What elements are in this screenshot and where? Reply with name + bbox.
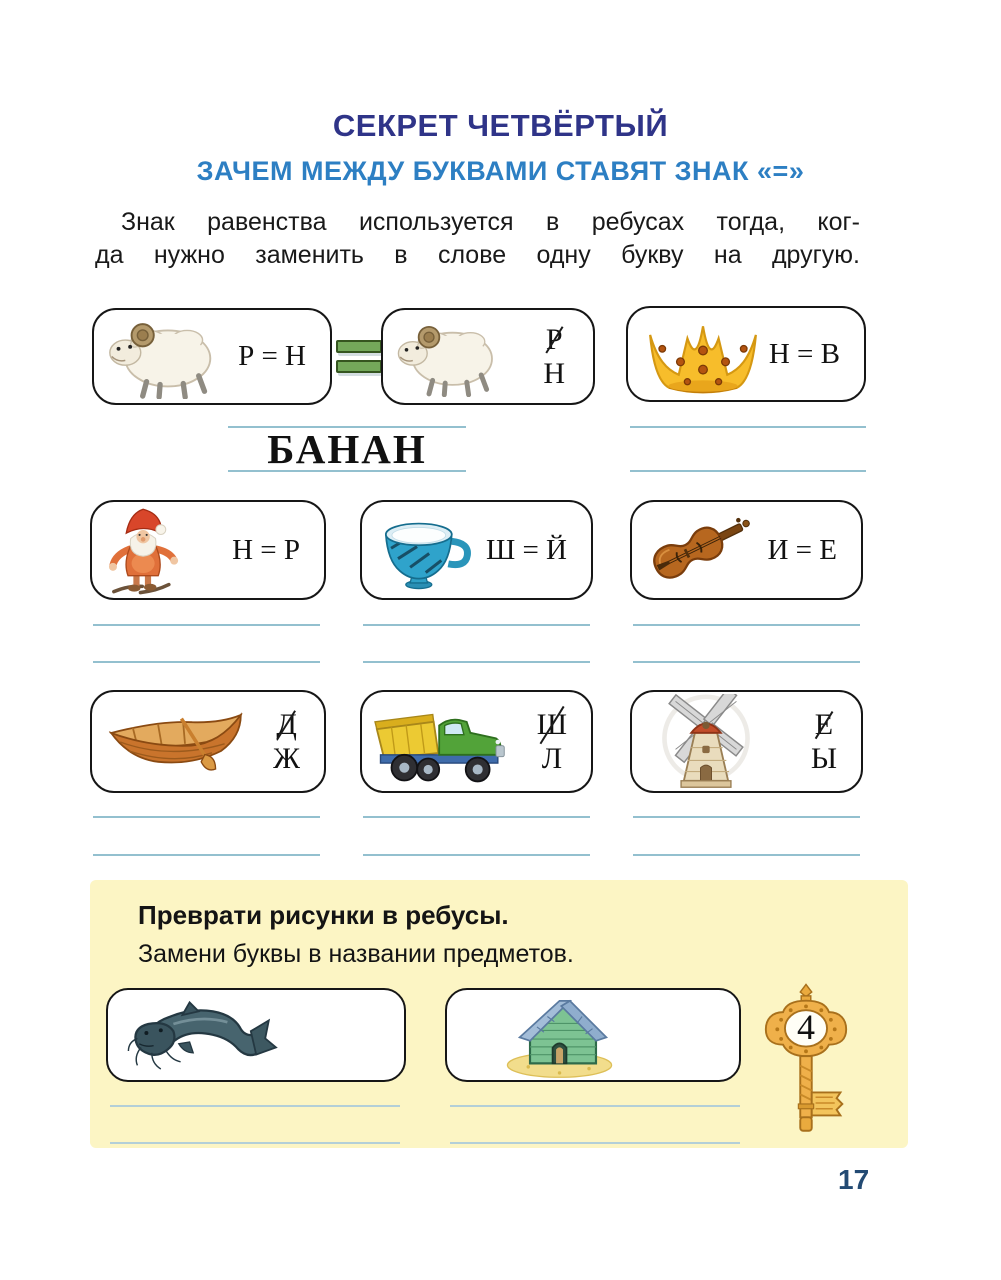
writing-line	[633, 661, 860, 663]
windmill-icon	[656, 694, 756, 790]
doghouse-icon	[497, 987, 629, 1084]
writing-line	[633, 816, 860, 818]
intro-line-1: Знак равенства используется в ребусах тогда, ког-	[121, 208, 860, 236]
rebus-box-gnome	[90, 500, 326, 600]
rebus-box-crown	[626, 306, 866, 402]
writing-line	[450, 1105, 740, 1107]
ram-icon	[104, 314, 220, 399]
answer-line-filled	[228, 426, 466, 472]
replacement-letter: Ы	[810, 741, 837, 775]
crossed-letter: Р	[545, 322, 563, 356]
crossed-letter: Д	[276, 707, 297, 741]
ram-icon	[393, 317, 501, 397]
letter-swap-stack	[537, 708, 567, 776]
key-icon	[762, 1125, 850, 1142]
crown-icon	[638, 314, 768, 394]
page-number: 17	[838, 1164, 870, 1195]
writing-line	[110, 1105, 400, 1107]
writing-line	[633, 624, 860, 626]
rebus-box-ram-result	[381, 308, 595, 405]
teacup-icon	[372, 510, 476, 590]
task-box-doghouse	[445, 988, 741, 1082]
replacement-letter: Н	[543, 356, 565, 390]
rebus-box-windmill	[630, 690, 863, 793]
intro-line-2: да нужно заменить в слове одну букву на другую.	[95, 241, 860, 269]
letter-substitution-label: Р = Н	[238, 340, 306, 372]
writing-line	[93, 854, 320, 856]
catfish-icon	[122, 988, 286, 1083]
rebus-box-truck	[360, 690, 593, 793]
writing-line	[363, 816, 590, 818]
answer-line-empty	[630, 426, 866, 472]
page-subtitle: ЗАЧЕМ МЕЖДУ БУКВАМИ СТАВЯТ ЗНАК «=»	[196, 156, 805, 186]
replacement-letter: Л	[541, 741, 563, 775]
writing-line	[363, 624, 590, 626]
letter-swap-stack	[543, 323, 565, 391]
letter-substitution-label: И = Е	[767, 533, 837, 566]
writing-line	[93, 624, 320, 626]
letter-swap-stack	[811, 708, 837, 776]
writing-line	[93, 661, 320, 663]
writing-line	[110, 1142, 400, 1144]
rebus-box-rowboat	[90, 690, 326, 793]
crossed-letter: Е	[814, 707, 834, 741]
task-box-catfish	[106, 988, 406, 1082]
gnome-icon	[102, 503, 186, 597]
secret-number: 4	[797, 1007, 815, 1047]
letter-swap-stack	[273, 708, 300, 776]
task-instruction-regular: Замени буквы в названии предметов.	[138, 940, 574, 968]
rebus-box-teacup	[360, 500, 593, 600]
letter-substitution-label: Н = В	[768, 337, 840, 370]
task-instruction-bold: Преврати рисунки в ребусы.	[138, 900, 509, 930]
truck-icon	[366, 698, 516, 786]
task-panel	[90, 880, 908, 1148]
rebus-box-ram-source	[92, 308, 332, 405]
writing-line	[633, 854, 860, 856]
rowboat-icon	[102, 706, 250, 778]
crossed-letter: Ш	[536, 707, 567, 741]
writing-line	[363, 661, 590, 663]
intro-paragraph	[95, 206, 860, 272]
letter-substitution-label: Ш = Й	[485, 533, 567, 566]
rebus-box-violin	[630, 500, 863, 600]
replacement-letter: Ж	[273, 741, 300, 775]
page-title: СЕКРЕТ ЧЕТВЁРТЫЙ	[332, 108, 669, 143]
answer-word: БАНАН	[267, 426, 427, 472]
writing-line	[450, 1142, 740, 1144]
big-equals-icon	[336, 340, 382, 380]
secret-key-badge	[762, 980, 854, 1140]
letter-substitution-label: Н = Р	[232, 533, 300, 566]
writing-line	[363, 854, 590, 856]
violin-icon	[634, 508, 758, 592]
writing-line	[93, 816, 320, 818]
